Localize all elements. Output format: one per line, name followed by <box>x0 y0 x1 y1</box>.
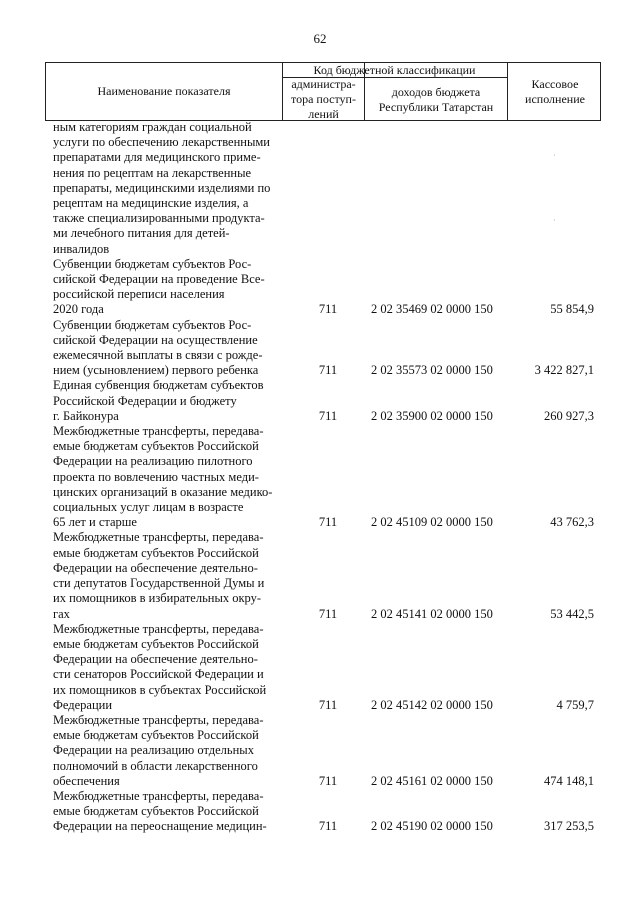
row-admin-code: 711 <box>318 819 338 834</box>
row-admin-code: 711 <box>318 606 338 621</box>
row-amount: 317 253,5 <box>544 819 594 834</box>
header-classification: Код бюджетной классификации <box>313 63 476 77</box>
header-revenue: доходов бюджета Республики Татарстан <box>378 85 494 114</box>
row-amount: 4 759,7 <box>556 697 594 712</box>
row-admin-code: 711 <box>318 515 338 530</box>
row-name: Межбюджетные трансферты, передава- емые бюджетам субъектов Российской Федерации на реализацию пилотного проекта по вовлечению частных меди- цинских организаций в оказание медико- социальных услуг лицам в возрасте 65 лет и старше <box>53 424 273 530</box>
row-admin-code: 711 <box>318 773 338 788</box>
table-row <box>53 424 601 530</box>
row-admin-code: 711 <box>318 408 338 423</box>
row-name: Межбюджетные трансферты, передава- емые бюджетам субъектов Российской Федерации на обеспечение деятельно- сти депутатов Государственной Думы и их помощников в избирательных окру- гах <box>53 530 265 621</box>
row-amount: 53 442,5 <box>550 606 594 621</box>
table-body <box>53 120 601 835</box>
row-amount: 3 422 827,1 <box>534 363 594 378</box>
table-row <box>53 530 601 621</box>
table-row <box>53 789 601 835</box>
table-row <box>53 622 601 713</box>
page-number: 62 <box>313 31 327 46</box>
row-revenue-code: 2 02 35469 02 0000 150 <box>371 302 493 317</box>
row-name: ным категориям граждан социальной услуги по обеспечению лекарственными препаратами для медицинского приме- нения по рецептам на лекарственные препараты, медицинскими изделиями по рецептам на медицинские изделия, а также специализированными продукта- ми лечебного питания для детей- инвалидов <box>53 120 271 256</box>
header-name: Наименование показателя <box>97 84 231 98</box>
scan-dot: · <box>553 216 556 225</box>
table-row <box>53 318 601 379</box>
row-name: Единая субвенция бюджетам субъектов Российской Федерации и бюджету г. Байконура <box>53 378 264 423</box>
table-header <box>45 62 601 121</box>
scan-dot: · <box>553 151 556 160</box>
header-admin: администра- тора поступ- лений <box>291 77 356 121</box>
row-amount: 474 148,1 <box>544 773 594 788</box>
row-revenue-code: 2 02 45109 02 0000 150 <box>371 515 493 530</box>
row-revenue-code: 2 02 35900 02 0000 150 <box>371 408 493 423</box>
row-admin-code: 711 <box>318 363 338 378</box>
row-amount: 260 927,3 <box>544 408 594 423</box>
row-amount: 55 854,9 <box>550 302 594 317</box>
table-row <box>53 257 601 318</box>
table-row <box>53 713 601 789</box>
row-revenue-code: 2 02 35573 02 0000 150 <box>371 363 493 378</box>
row-name: Межбюджетные трансферты, передава- емые бюджетам субъектов Российской Федерации на переоснащение медицин- <box>53 788 267 834</box>
header-execution: Кассовое исполнение <box>525 77 585 106</box>
row-amount: 43 762,3 <box>550 515 594 530</box>
row-revenue-code: 2 02 45161 02 0000 150 <box>371 773 493 788</box>
row-name: Межбюджетные трансферты, передава- емые бюджетам субъектов Российской Федерации на обеспечение деятельно- сти сенаторов Российской Федерации и их помощников в субъектах Российской Федерации <box>53 621 267 712</box>
row-name: Межбюджетные трансферты, передава- емые бюджетам субъектов Российской Федерации на реализацию отдельных полномочий в области лекарственного обеспечения <box>53 712 264 788</box>
table-row <box>53 378 601 424</box>
row-admin-code: 711 <box>318 697 338 712</box>
row-revenue-code: 2 02 45141 02 0000 150 <box>371 606 493 621</box>
row-name: Субвенции бюджетам субъектов Рос- сийской Федерации на проведение Все- российской переписи населения 2020 года <box>53 256 265 317</box>
table-row <box>53 120 601 257</box>
row-revenue-code: 2 02 45190 02 0000 150 <box>371 819 493 834</box>
row-name: Субвенции бюджетам субъектов Рос- сийской Федерации на осуществление ежемесячной выплаты в связи с рожде- нием (усыновлением) первого ребенка <box>53 317 263 378</box>
row-revenue-code: 2 02 45142 02 0000 150 <box>371 697 493 712</box>
row-admin-code: 711 <box>318 302 338 317</box>
